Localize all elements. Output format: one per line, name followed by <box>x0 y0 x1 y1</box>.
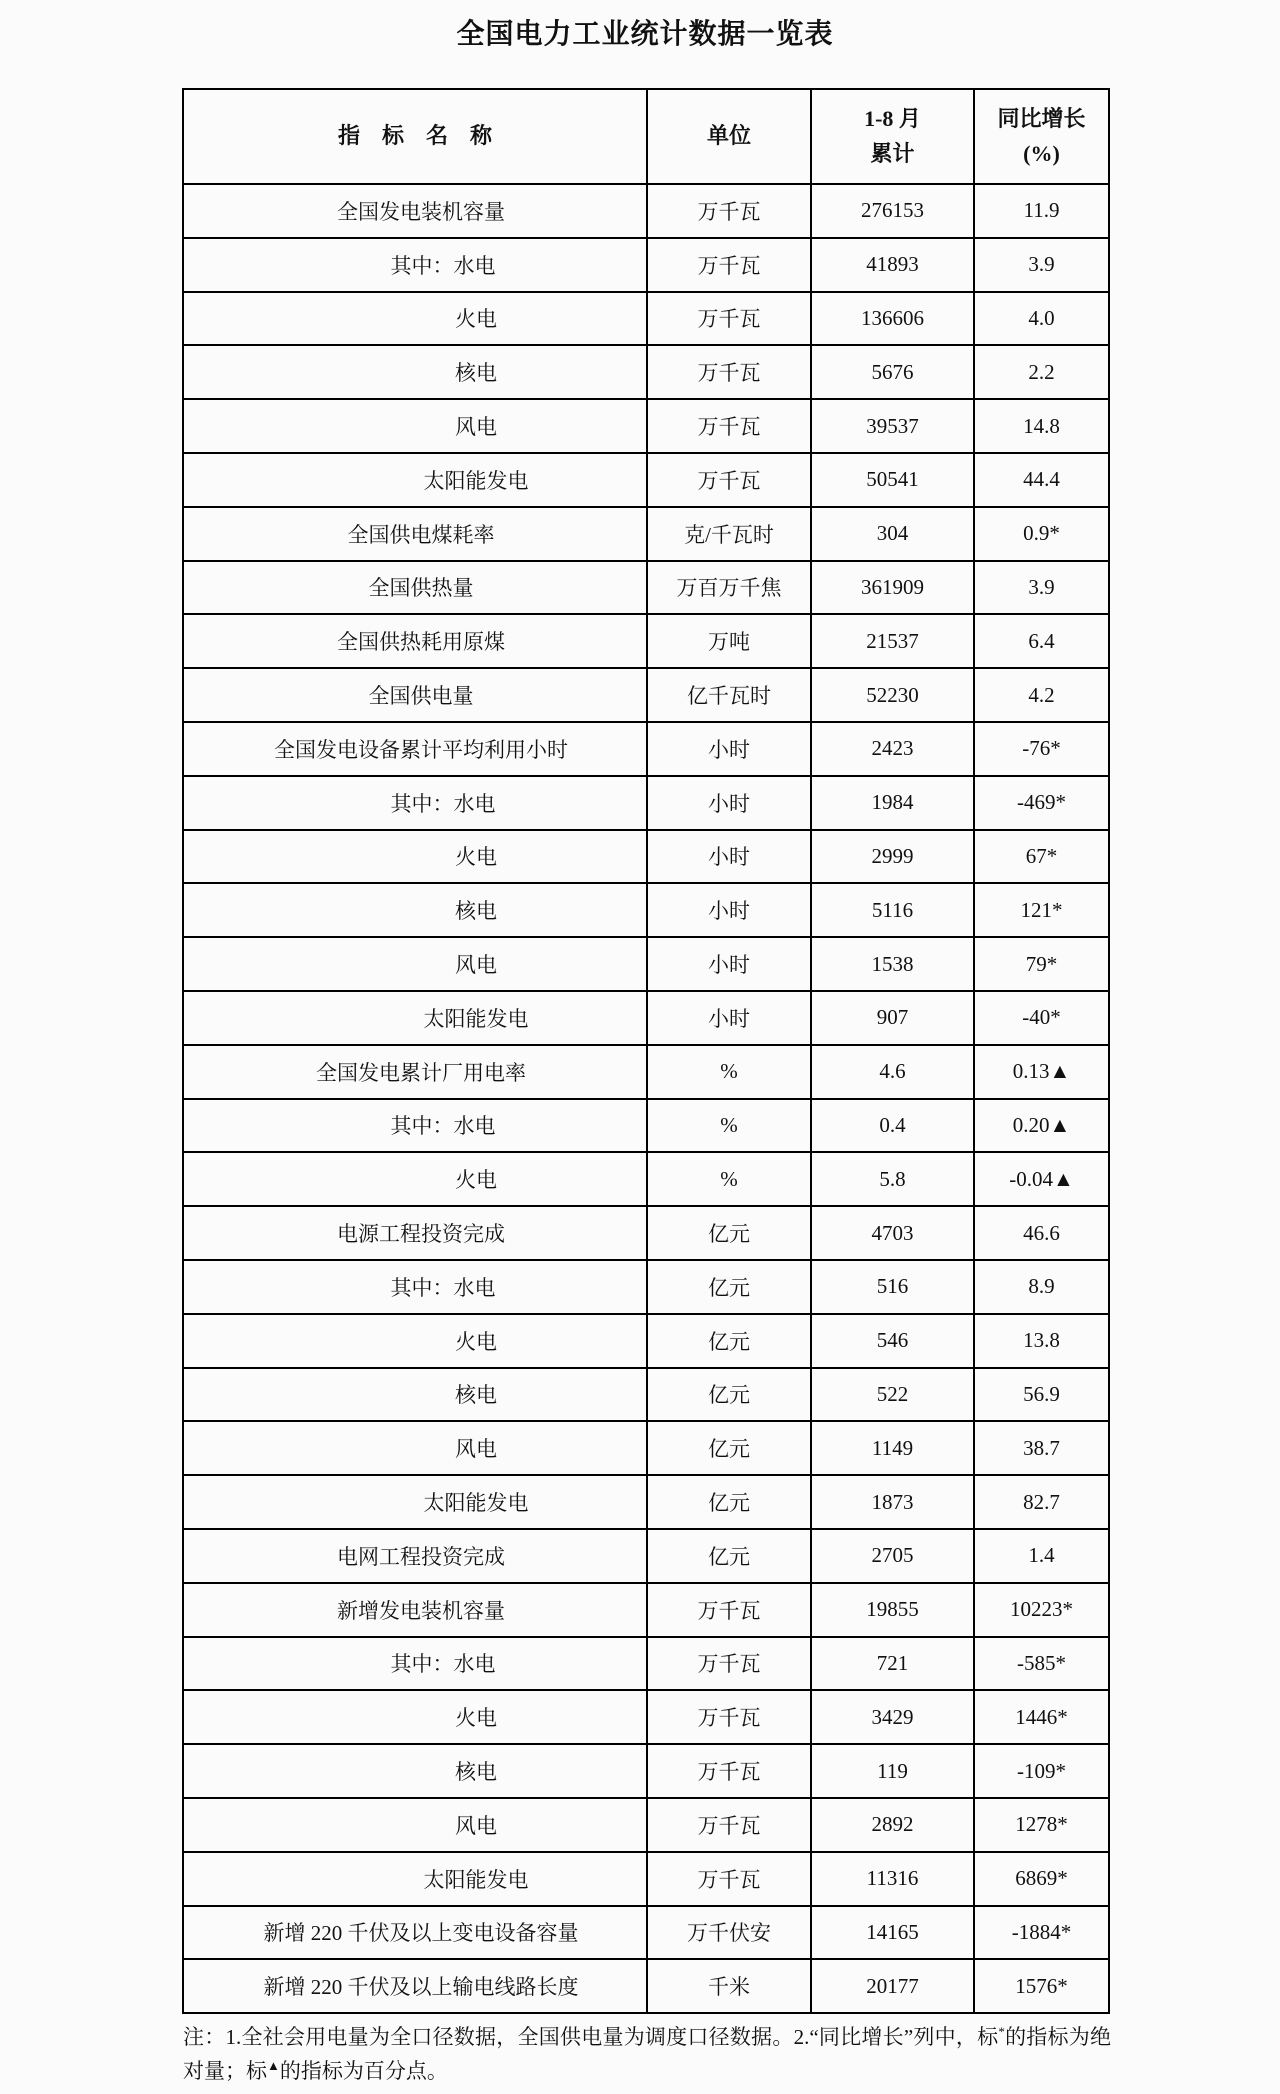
indicator-cell: 全国供热量 <box>183 561 647 615</box>
indicator-cell: 其中：水电 <box>183 1637 647 1691</box>
table-row <box>183 292 1109 346</box>
table-row <box>183 1260 1109 1314</box>
indicator-cell: 全国发电设备累计平均利用小时 <box>183 722 647 776</box>
table-row <box>183 1529 1109 1583</box>
unit-cell: 小时 <box>647 991 811 1045</box>
table-row <box>183 1959 1109 2013</box>
value-cell: 2423 <box>811 722 974 776</box>
table-row <box>183 1099 1109 1153</box>
unit-cell: 万百万千焦 <box>647 561 811 615</box>
indicator-cell: 火电 <box>183 830 647 884</box>
indicator-cell: 其中：水电 <box>183 1260 647 1314</box>
unit-cell: 亿元 <box>647 1206 811 1260</box>
table-body <box>183 184 1109 2013</box>
value-cell: 2999 <box>811 830 974 884</box>
growth-cell: -585* <box>974 1637 1109 1691</box>
table-row <box>183 1690 1109 1744</box>
indicator-cell: 核电 <box>183 345 647 399</box>
table-row <box>183 1314 1109 1368</box>
indicator-cell: 火电 <box>183 1314 647 1368</box>
value-cell: 5676 <box>811 345 974 399</box>
indicator-cell: 全国发电装机容量 <box>183 184 647 238</box>
growth-cell: 121* <box>974 883 1109 937</box>
value-cell: 11316 <box>811 1852 974 1906</box>
value-cell: 2892 <box>811 1798 974 1852</box>
value-cell: 721 <box>811 1637 974 1691</box>
unit-cell: 万千瓦 <box>647 1744 811 1798</box>
table-row <box>183 1421 1109 1475</box>
value-cell: 907 <box>811 991 974 1045</box>
table-row <box>183 937 1109 991</box>
value-cell: 50541 <box>811 453 974 507</box>
header-period <box>811 89 974 184</box>
table-row <box>183 1798 1109 1852</box>
unit-cell: 亿元 <box>647 1529 811 1583</box>
table-row <box>183 507 1109 561</box>
indicator-cell: 其中：水电 <box>183 776 647 830</box>
value-cell: 304 <box>811 507 974 561</box>
growth-cell: 1446* <box>974 1690 1109 1744</box>
indicator-cell: 太阳能发电 <box>183 1475 647 1529</box>
unit-cell: 万千瓦 <box>647 184 811 238</box>
growth-cell: 11.9 <box>974 184 1109 238</box>
unit-cell: 万千瓦 <box>647 399 811 453</box>
table-row <box>183 614 1109 668</box>
value-cell: 5.8 <box>811 1152 974 1206</box>
unit-cell: 小时 <box>647 722 811 776</box>
indicator-cell: 全国供热耗用原煤 <box>183 614 647 668</box>
indicator-cell: 电源工程投资完成 <box>183 1206 647 1260</box>
unit-cell: % <box>647 1045 811 1099</box>
indicator-cell: 风电 <box>183 399 647 453</box>
indicator-cell: 风电 <box>183 937 647 991</box>
unit-cell: 万千瓦 <box>647 453 811 507</box>
unit-cell: 万千瓦 <box>647 1583 811 1637</box>
table-row <box>183 399 1109 453</box>
growth-cell: 46.6 <box>974 1206 1109 1260</box>
table-row <box>183 1637 1109 1691</box>
unit-cell: 亿元 <box>647 1260 811 1314</box>
table-row <box>183 830 1109 884</box>
value-cell: 3429 <box>811 1690 974 1744</box>
unit-cell: 亿元 <box>647 1368 811 1422</box>
value-cell: 1873 <box>811 1475 974 1529</box>
indicator-cell: 新增发电装机容量 <box>183 1583 647 1637</box>
growth-cell: 3.9 <box>974 561 1109 615</box>
growth-cell: 6869* <box>974 1852 1109 1906</box>
table-row <box>183 1206 1109 1260</box>
value-cell: 52230 <box>811 668 974 722</box>
growth-cell: 10223* <box>974 1583 1109 1637</box>
growth-cell: 38.7 <box>974 1421 1109 1475</box>
growth-cell: 67* <box>974 830 1109 884</box>
indicator-cell: 核电 <box>183 1368 647 1422</box>
unit-cell: 小时 <box>647 776 811 830</box>
indicator-cell: 其中：水电 <box>183 1099 647 1153</box>
value-cell: 516 <box>811 1260 974 1314</box>
indicator-cell: 新增 220 千伏及以上输电线路长度 <box>183 1959 647 2013</box>
indicator-cell: 太阳能发电 <box>183 1852 647 1906</box>
indicator-cell: 新增 220 千伏及以上变电设备容量 <box>183 1906 647 1960</box>
growth-cell: 56.9 <box>974 1368 1109 1422</box>
indicator-cell: 全国发电累计厂用电率 <box>183 1045 647 1099</box>
table-row <box>183 453 1109 507</box>
unit-cell: 千米 <box>647 1959 811 2013</box>
header-growth <box>974 89 1109 184</box>
table-row <box>183 668 1109 722</box>
growth-cell: 6.4 <box>974 614 1109 668</box>
unit-cell: 小时 <box>647 937 811 991</box>
growth-cell: 1576* <box>974 1959 1109 2013</box>
value-cell: 20177 <box>811 1959 974 2013</box>
header-growth-line2: (%) <box>1023 140 1060 166</box>
value-cell: 546 <box>811 1314 974 1368</box>
table-row <box>183 1906 1109 1960</box>
asterisk-mark: * <box>998 2024 1005 2039</box>
growth-cell: 0.9* <box>974 507 1109 561</box>
indicator-cell: 火电 <box>183 292 647 346</box>
growth-cell: -76* <box>974 722 1109 776</box>
footnote-segment: 注：1.全社会用电量为全口径数据，全国供电量为调度口径数据。2.“同比增长”列中，标 <box>183 2025 999 2049</box>
table-row <box>183 883 1109 937</box>
indicator-cell: 太阳能发电 <box>183 991 647 1045</box>
header-row <box>183 89 1109 184</box>
growth-cell: 4.0 <box>974 292 1109 346</box>
growth-cell: 0.13▲ <box>974 1045 1109 1099</box>
header-indicator: 指 标 名 称 <box>183 89 647 184</box>
table-row <box>183 1368 1109 1422</box>
growth-cell: -469* <box>974 776 1109 830</box>
unit-cell: 万千瓦 <box>647 1852 811 1906</box>
value-cell: 1149 <box>811 1421 974 1475</box>
table-row <box>183 722 1109 776</box>
growth-cell: -1884* <box>974 1906 1109 1960</box>
value-cell: 4.6 <box>811 1045 974 1099</box>
footnotes <box>183 2020 1111 2088</box>
footnote-segment: 的指标为绝对量；标 <box>183 2025 1112 2084</box>
unit-cell: 万吨 <box>647 614 811 668</box>
growth-cell: 1.4 <box>974 1529 1109 1583</box>
table-row <box>183 184 1109 238</box>
growth-cell: 8.9 <box>974 1260 1109 1314</box>
table-row <box>183 238 1109 292</box>
statistics-table <box>182 88 1110 2014</box>
growth-cell: 13.8 <box>974 1314 1109 1368</box>
growth-cell: 79* <box>974 937 1109 991</box>
growth-cell: -40* <box>974 991 1109 1045</box>
indicator-cell: 其中：水电 <box>183 238 647 292</box>
indicator-cell: 风电 <box>183 1798 647 1852</box>
unit-cell: 万千瓦 <box>647 1637 811 1691</box>
growth-cell: -0.04▲ <box>974 1152 1109 1206</box>
value-cell: 41893 <box>811 238 974 292</box>
growth-cell: 3.9 <box>974 238 1109 292</box>
value-cell: 361909 <box>811 561 974 615</box>
indicator-cell: 风电 <box>183 1421 647 1475</box>
growth-cell: -109* <box>974 1744 1109 1798</box>
unit-cell: 万千瓦 <box>647 1798 811 1852</box>
growth-cell: 2.2 <box>974 345 1109 399</box>
unit-cell: 亿元 <box>647 1421 811 1475</box>
table-row <box>183 345 1109 399</box>
header-unit: 单位 <box>647 89 811 184</box>
indicator-cell: 火电 <box>183 1690 647 1744</box>
value-cell: 14165 <box>811 1906 974 1960</box>
table-row <box>183 1852 1109 1906</box>
value-cell: 136606 <box>811 292 974 346</box>
value-cell: 0.4 <box>811 1099 974 1153</box>
value-cell: 276153 <box>811 184 974 238</box>
value-cell: 39537 <box>811 399 974 453</box>
header-growth-line1: 同比增长 <box>997 106 1086 132</box>
value-cell: 2705 <box>811 1529 974 1583</box>
indicator-cell: 核电 <box>183 883 647 937</box>
indicator-cell: 核电 <box>183 1744 647 1798</box>
value-cell: 4703 <box>811 1206 974 1260</box>
triangle-mark: ▲ <box>267 2058 280 2074</box>
indicator-cell: 太阳能发电 <box>183 453 647 507</box>
value-cell: 21537 <box>811 614 974 668</box>
header-period-line1: 1-8 月 <box>864 106 921 132</box>
footnote-segment: 的指标为百分点。 <box>279 2059 448 2084</box>
growth-cell: 82.7 <box>974 1475 1109 1529</box>
table-row <box>183 991 1109 1045</box>
growth-cell: 14.8 <box>974 399 1109 453</box>
value-cell: 1538 <box>811 937 974 991</box>
indicator-cell: 电网工程投资完成 <box>183 1529 647 1583</box>
value-cell: 5116 <box>811 883 974 937</box>
indicator-cell: 全国供电量 <box>183 668 647 722</box>
page-title: 全国电力工业统计数据一览表 <box>456 18 834 49</box>
header-period-line2: 累计 <box>870 140 915 166</box>
growth-cell: 1278* <box>974 1798 1109 1852</box>
table-row <box>183 1744 1109 1798</box>
value-cell: 1984 <box>811 776 974 830</box>
value-cell: 522 <box>811 1368 974 1422</box>
growth-cell: 44.4 <box>974 453 1109 507</box>
unit-cell: 万千瓦 <box>647 292 811 346</box>
value-cell: 119 <box>811 1744 974 1798</box>
unit-cell: 万千伏安 <box>647 1906 811 1960</box>
table-row <box>183 1583 1109 1637</box>
unit-cell: % <box>647 1152 811 1206</box>
unit-cell: 万千瓦 <box>647 238 811 292</box>
unit-cell: 小时 <box>647 830 811 884</box>
unit-cell: % <box>647 1099 811 1153</box>
unit-cell: 万千瓦 <box>647 345 811 399</box>
table-row <box>183 561 1109 615</box>
indicator-cell: 全国供电煤耗率 <box>183 507 647 561</box>
unit-cell: 克/千瓦时 <box>647 507 811 561</box>
unit-cell: 万千瓦 <box>647 1690 811 1744</box>
value-cell: 19855 <box>811 1583 974 1637</box>
unit-cell: 亿元 <box>647 1475 811 1529</box>
unit-cell: 小时 <box>647 883 811 937</box>
unit-cell: 亿元 <box>647 1314 811 1368</box>
table-row <box>183 776 1109 830</box>
unit-cell: 亿千瓦时 <box>647 668 811 722</box>
indicator-cell: 火电 <box>183 1152 647 1206</box>
growth-cell: 4.2 <box>974 668 1109 722</box>
growth-cell: 0.20▲ <box>974 1099 1109 1153</box>
table-row <box>183 1045 1109 1099</box>
table-row <box>183 1152 1109 1206</box>
table-row <box>183 1475 1109 1529</box>
